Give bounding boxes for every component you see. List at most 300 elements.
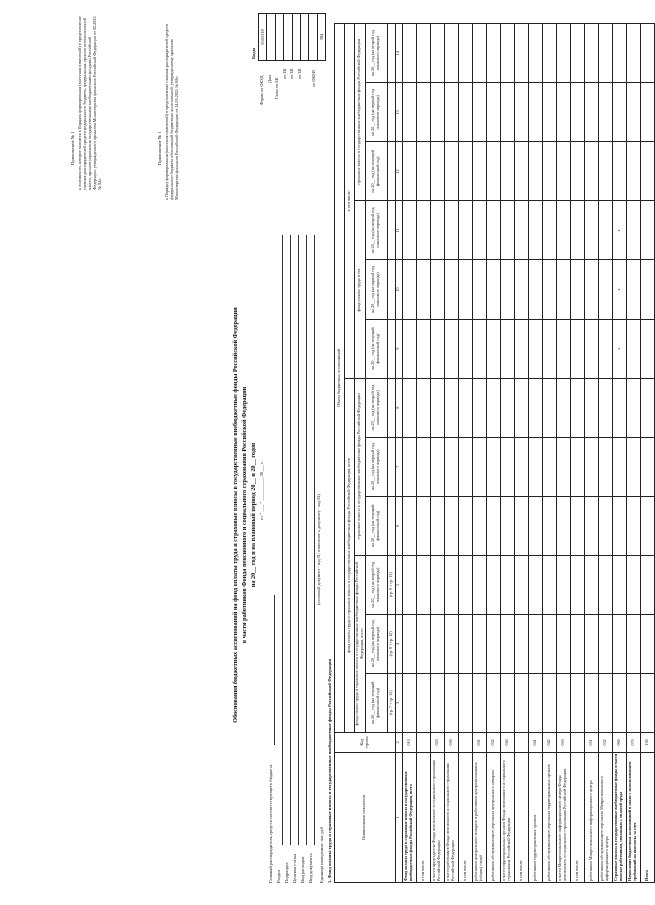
table-row [598, 24, 612, 883]
label-glava: Глава по БК [274, 77, 279, 99]
th-fond-total: фонд оплаты труда и страховые взносы в государственные внебюджетные фонды Российской Федерации, всего [345, 378, 355, 732]
label-bk1: по БК [282, 68, 287, 79]
row-value-cell[interactable] [584, 24, 598, 83]
row-value-cell[interactable] [570, 673, 584, 732]
row-value-cell[interactable] [570, 555, 584, 614]
row-value-cell[interactable] [472, 496, 486, 555]
row-value-cell[interactable] [458, 555, 472, 614]
row-value-cell[interactable] [626, 673, 640, 732]
th-p1: на 20__ год (на текущий финансовый год) [365, 673, 387, 732]
row-value-cell[interactable] [486, 319, 500, 378]
row-value-cell[interactable] [416, 260, 430, 319]
row-value-cell[interactable] [584, 201, 598, 260]
row-value-cell[interactable] [514, 555, 528, 614]
colnum: 10 [395, 260, 402, 319]
row-value-cell[interactable] [626, 555, 640, 614]
row-value-cell[interactable] [416, 614, 430, 673]
row-value-cell[interactable] [598, 378, 612, 437]
table-row [542, 24, 556, 883]
row-value-cell[interactable] [598, 496, 612, 555]
row-value-cell[interactable] [556, 673, 570, 732]
row-value-cell[interactable] [430, 614, 444, 673]
row-value-cell[interactable] [416, 437, 430, 496]
row-value-cell[interactable] [472, 260, 486, 319]
row-value-cell[interactable] [514, 319, 528, 378]
code-bk1 [284, 14, 292, 61]
row-value-cell[interactable] [472, 673, 486, 732]
row-value-cell[interactable] [472, 614, 486, 673]
row-value-cell[interactable] [486, 201, 500, 260]
row-value-cell[interactable] [570, 319, 584, 378]
row-value-cell[interactable] [528, 24, 542, 83]
th-f7 [387, 319, 395, 378]
row-value-cell[interactable] [472, 555, 486, 614]
label-okei: по ОКЕИ [311, 70, 316, 87]
th-f9 [387, 201, 395, 260]
row-value-cell[interactable] [486, 260, 500, 319]
label-date: Дата [267, 74, 272, 83]
row-value-cell[interactable] [486, 673, 500, 732]
row-value-cell[interactable] [542, 555, 556, 614]
row-value-cell[interactable] [402, 319, 416, 378]
row-value-cell[interactable] [430, 83, 444, 142]
row-value-cell[interactable] [500, 614, 514, 673]
row-value-cell[interactable] [458, 142, 472, 201]
row-value-cell[interactable] [416, 319, 430, 378]
field-glavny-rasporyaditel: Главный распорядитель средств соответствующего бюджета [268, 764, 273, 883]
colnum: 9 [395, 319, 402, 378]
row-value-cell[interactable] [626, 83, 640, 142]
row-value-cell[interactable] [500, 437, 514, 496]
row-value-cell[interactable] [556, 555, 570, 614]
row-value-cell[interactable] [500, 24, 514, 83]
row-value-cell[interactable] [640, 201, 654, 260]
th-fot-strah: фонд оплаты труда и страховые взносы в государственные внебюджетные фонды Российской Федерации, всего [355, 555, 366, 732]
row-value-cell[interactable] [458, 496, 472, 555]
row-value-cell[interactable] [500, 260, 514, 319]
th-strah-vznosy: страховые взносы в государственные внебюджетные фонды Российской Федерации [355, 378, 366, 555]
row-value-cell[interactable] [444, 496, 458, 555]
th-fot: фонд оплаты труда и тех. [355, 201, 366, 378]
row-value-cell[interactable] [640, 614, 654, 673]
row-value-cell[interactable] [444, 24, 458, 83]
row-value-cell[interactable] [542, 496, 556, 555]
th-p7: на 20__ год (на текущий финансовый год) [365, 319, 387, 378]
row-value-cell[interactable] [416, 555, 430, 614]
row-value-cell[interactable] [458, 201, 472, 260]
th-f8 [387, 260, 395, 319]
row-value-cell[interactable]: x [612, 319, 626, 378]
row-value-cell[interactable] [570, 142, 584, 201]
document-hint: (основной документ - код 01; изменение к документу - код 02) [316, 494, 321, 605]
row-value-cell[interactable] [402, 378, 416, 437]
row-value-cell[interactable] [444, 142, 458, 201]
th-p9: на 20__ год (на второй год планового периода) [365, 201, 387, 260]
row-value-cell[interactable] [542, 378, 556, 437]
row-value-cell[interactable] [514, 437, 528, 496]
row-value-cell[interactable] [528, 201, 542, 260]
row-value-cell[interactable] [612, 496, 626, 555]
row-value-cell[interactable] [584, 614, 598, 673]
row-value-cell[interactable] [458, 260, 472, 319]
th-code: Код строки [335, 732, 396, 752]
row-name: в части председателя Фонда пенсионного и социального страхования Российской Федерации [430, 752, 444, 882]
row-value-cell[interactable] [584, 437, 598, 496]
row-value-cell[interactable] [514, 673, 528, 732]
row-value-cell[interactable] [556, 83, 570, 142]
row-value-cell[interactable] [458, 83, 472, 142]
row-value-cell[interactable] [570, 378, 584, 437]
row-value-cell[interactable] [402, 614, 416, 673]
row-value-cell[interactable] [584, 319, 598, 378]
row-value-cell[interactable] [542, 142, 556, 201]
row-value-cell[interactable] [570, 437, 584, 496]
row-value-cell[interactable] [500, 378, 514, 437]
row-value-cell[interactable] [556, 319, 570, 378]
row-value-cell[interactable] [640, 437, 654, 496]
row-value-cell[interactable] [402, 260, 416, 319]
row-name: работников обслуживающего персонала Межрегионального информационного центра [598, 752, 612, 882]
row-value-cell[interactable] [528, 378, 542, 437]
row-value-cell[interactable] [626, 142, 640, 201]
row-value-cell[interactable] [472, 142, 486, 201]
underline-razdel [282, 235, 283, 845]
label-bk2: по БК [289, 68, 294, 79]
row-value-cell[interactable] [486, 378, 500, 437]
row-value-cell[interactable] [626, 24, 640, 83]
row-value-cell[interactable] [402, 142, 416, 201]
th-p8: на 20__ год (на первый год планового периода) [365, 260, 387, 319]
row-value-cell[interactable] [626, 260, 640, 319]
row-value-cell[interactable] [402, 673, 416, 732]
row-value-cell[interactable] [430, 555, 444, 614]
colnum: 2 [395, 732, 402, 752]
row-value-cell[interactable] [584, 378, 598, 437]
codes-header: Коды [251, 47, 256, 59]
row-value-cell[interactable] [598, 319, 612, 378]
column-numbers-row [395, 24, 402, 883]
row-value-cell[interactable] [514, 142, 528, 201]
row-value-cell[interactable] [500, 496, 514, 555]
row-value-cell[interactable] [416, 378, 430, 437]
row-value-cell[interactable] [430, 24, 444, 83]
row-value-cell[interactable] [402, 555, 416, 614]
colnum: 12 [395, 142, 402, 201]
row-value-cell[interactable] [402, 201, 416, 260]
row-value-cell[interactable] [444, 201, 458, 260]
row-value-cell[interactable] [402, 24, 416, 83]
row-value-cell[interactable] [514, 83, 528, 142]
row-value-cell[interactable] [556, 260, 570, 319]
row-value-cell[interactable] [528, 614, 542, 673]
label-bk3: по БК [297, 68, 302, 79]
row-value-cell[interactable] [430, 378, 444, 437]
row-value-cell[interactable] [416, 24, 430, 83]
row-value-cell[interactable] [556, 24, 570, 83]
th-obemy: Объем бюджетных ассигнований [335, 24, 345, 733]
row-value-cell[interactable] [640, 142, 654, 201]
row-value-cell[interactable] [444, 614, 458, 673]
row-value-cell[interactable] [416, 496, 430, 555]
row-value-cell[interactable] [416, 142, 430, 201]
row-code: 041 [528, 732, 542, 752]
row-value-cell[interactable] [612, 142, 626, 201]
row-code: 020 [430, 732, 444, 752]
row-value-cell[interactable] [542, 614, 556, 673]
row-value-cell[interactable] [458, 437, 472, 496]
table-row [444, 24, 458, 883]
row-name: работников обслуживающего персонала территориальных органов [542, 752, 556, 882]
row-value-cell[interactable] [584, 555, 598, 614]
row-value-cell[interactable] [542, 201, 556, 260]
row-name: Страховые взносы в государственные внебюджетные фонды в части выплат работникам, связанных с оплатой труда [612, 752, 626, 882]
row-value-cell[interactable] [612, 614, 626, 673]
row-value-cell[interactable] [458, 378, 472, 437]
row-value-cell[interactable] [416, 83, 430, 142]
row-name: работников территориальных органов [528, 752, 542, 882]
th-f6 [387, 378, 395, 437]
row-value-cell[interactable] [528, 319, 542, 378]
row-value-cell[interactable] [458, 319, 472, 378]
row-value-cell[interactable] [612, 673, 626, 732]
row-value-cell[interactable] [640, 319, 654, 378]
row-value-cell[interactable] [598, 260, 612, 319]
row-value-cell[interactable] [640, 673, 654, 732]
row-value-cell[interactable] [528, 83, 542, 142]
row-value-cell[interactable] [486, 496, 500, 555]
field-units: Единица измерения: тыс руб [319, 826, 324, 883]
row-name: в том числе: [458, 752, 472, 882]
row-value-cell[interactable] [612, 378, 626, 437]
th-f5 [387, 437, 395, 496]
row-value-cell[interactable] [626, 201, 640, 260]
row-value-cell[interactable] [486, 614, 500, 673]
row-value-cell[interactable] [542, 319, 556, 378]
row-value-cell[interactable] [612, 83, 626, 142]
colnum: 3 [395, 673, 402, 732]
row-value-cell[interactable] [528, 142, 542, 201]
row-value-cell[interactable] [514, 378, 528, 437]
colnum: 11 [395, 201, 402, 260]
row-value-cell[interactable] [584, 142, 598, 201]
row-value-cell[interactable] [500, 319, 514, 378]
row-code: 010 [402, 732, 416, 752]
row-value-cell[interactable] [444, 319, 458, 378]
row-value-cell[interactable] [486, 83, 500, 142]
row-value-cell[interactable] [472, 378, 486, 437]
doc-title-line2: в части работников Фонда пенсионного и социального страхования Российской Федерации [241, 386, 248, 644]
row-value-cell[interactable] [570, 201, 584, 260]
row-value-cell[interactable] [514, 614, 528, 673]
row-value-cell[interactable] [640, 260, 654, 319]
row-value-cell[interactable] [598, 614, 612, 673]
row-value-cell[interactable] [598, 437, 612, 496]
row-name: в части Межрегионального информационного центра Фонда пенсионного и социального страхования Российской Федерации [556, 752, 570, 882]
underline-vid [306, 235, 307, 845]
row-value-cell[interactable] [402, 496, 416, 555]
row-value-cell[interactable] [444, 437, 458, 496]
row-value-cell[interactable] [528, 673, 542, 732]
row-value-cell[interactable] [584, 673, 598, 732]
field-podrazdel: Подраздел [284, 862, 289, 883]
row-value-cell[interactable] [444, 673, 458, 732]
row-value-cell[interactable] [500, 142, 514, 201]
row-value-cell[interactable] [430, 437, 444, 496]
row-value-cell[interactable] [430, 673, 444, 732]
row-value-cell[interactable] [612, 555, 626, 614]
row-value-cell[interactable] [626, 378, 640, 437]
row-value-cell[interactable] [416, 201, 430, 260]
th-p5: на 20__ год (на первый год планового периода) [365, 437, 387, 496]
colnum: 6 [395, 496, 402, 555]
row-value-cell[interactable] [542, 83, 556, 142]
row-value-cell[interactable] [640, 378, 654, 437]
row-code: 070 [626, 732, 640, 752]
row-value-cell[interactable] [556, 614, 570, 673]
row-value-cell[interactable] [570, 24, 584, 83]
row-value-cell[interactable] [402, 437, 416, 496]
row-value-cell[interactable] [472, 437, 486, 496]
row-code [514, 732, 528, 752]
date-line: от " ___ " __________ 20___ г. [259, 461, 264, 520]
row-value-cell[interactable] [542, 24, 556, 83]
row-value-cell[interactable] [598, 201, 612, 260]
row-value-cell[interactable] [444, 260, 458, 319]
row-value-cell[interactable] [556, 201, 570, 260]
row-value-cell[interactable] [500, 83, 514, 142]
row-value-cell[interactable] [500, 673, 514, 732]
row-value-cell[interactable] [514, 496, 528, 555]
th-p12: на 20__ год (на второй год планового периода) [365, 24, 387, 83]
row-value-cell[interactable] [444, 378, 458, 437]
table-row [472, 24, 486, 883]
colnum: 8 [395, 378, 402, 437]
label-okud: Форма по ОКУД [259, 75, 264, 105]
row-value-cell[interactable] [430, 496, 444, 555]
row-code [458, 732, 472, 752]
row-value-cell[interactable] [556, 378, 570, 437]
row-value-cell[interactable] [542, 437, 556, 496]
row-value-cell[interactable] [542, 673, 556, 732]
row-value-cell[interactable] [430, 319, 444, 378]
th-name: Наименование показателя [335, 752, 396, 882]
row-value-cell[interactable] [570, 260, 584, 319]
row-value-cell[interactable] [598, 83, 612, 142]
row-value-cell[interactable] [458, 673, 472, 732]
row-value-cell[interactable] [584, 83, 598, 142]
row-name: в части территориальных органов Фонда пенсионного и социального страхования Российской Федерации [500, 752, 514, 882]
th-f2: (гр. 8 + гр. 12) [387, 614, 395, 673]
row-value-cell[interactable] [612, 24, 626, 83]
row-value-cell[interactable] [556, 142, 570, 201]
row-value-cell[interactable] [472, 24, 486, 83]
row-value-cell[interactable]: x [612, 201, 626, 260]
row-value-cell[interactable] [612, 437, 626, 496]
row-name: работников центрального аппарата и работников централизованных (общих) служб [472, 752, 486, 882]
row-value-cell[interactable] [640, 83, 654, 142]
row-value-cell[interactable] [514, 24, 528, 83]
row-value-cell[interactable] [584, 496, 598, 555]
colnum: 13 [395, 83, 402, 142]
table-row [500, 24, 514, 883]
row-value-cell[interactable] [416, 673, 430, 732]
row-value-cell[interactable] [598, 555, 612, 614]
row-value-cell[interactable] [528, 496, 542, 555]
row-value-cell[interactable] [640, 496, 654, 555]
row-value-cell[interactable] [514, 201, 528, 260]
table-row [640, 24, 654, 883]
row-value-cell[interactable] [598, 142, 612, 201]
row-value-cell[interactable] [570, 614, 584, 673]
row-name: в том числе: [416, 752, 430, 882]
th-f3: (гр. 9 + гр. 13) [387, 555, 395, 614]
colnum: 1 [395, 752, 402, 882]
row-value-cell[interactable] [444, 555, 458, 614]
row-value-cell[interactable] [528, 555, 542, 614]
row-value-cell[interactable] [472, 319, 486, 378]
th-f12 [387, 24, 395, 83]
row-value-cell[interactable] [570, 496, 584, 555]
row-value-cell[interactable] [626, 319, 640, 378]
row-value-cell[interactable] [584, 260, 598, 319]
row-value-cell[interactable] [528, 260, 542, 319]
th-v-tom-chisle: в том числе: [345, 24, 355, 379]
row-value-cell[interactable] [486, 555, 500, 614]
appendix-title: Приложение № 1 [70, 131, 75, 165]
row-value-cell[interactable] [626, 614, 640, 673]
row-value-cell[interactable] [598, 673, 612, 732]
row-value-cell[interactable] [556, 496, 570, 555]
row-value-cell[interactable] [472, 83, 486, 142]
row-value-cell[interactable] [626, 437, 640, 496]
th-p6: на 20__ год (на второй год планового периода) [365, 378, 387, 437]
row-value-cell[interactable] [458, 614, 472, 673]
field-tselevaya-statya: Целевая статья [292, 853, 297, 883]
row-value-cell[interactable] [430, 201, 444, 260]
row-value-cell[interactable] [486, 24, 500, 83]
row-value-cell[interactable] [500, 555, 514, 614]
table-row [626, 24, 640, 883]
row-value-cell[interactable] [486, 437, 500, 496]
row-value-cell[interactable] [626, 496, 640, 555]
row-value-cell[interactable] [486, 142, 500, 201]
row-value-cell[interactable]: x [612, 260, 626, 319]
row-value-cell[interactable] [500, 201, 514, 260]
row-value-cell[interactable] [514, 260, 528, 319]
field-vid-rashodov: Вид расходов [300, 856, 305, 883]
row-value-cell[interactable] [458, 24, 472, 83]
code-glava [275, 14, 283, 61]
row-value-cell[interactable] [640, 555, 654, 614]
row-value-cell[interactable] [444, 83, 458, 142]
row-value-cell[interactable] [402, 83, 416, 142]
row-value-cell[interactable] [598, 24, 612, 83]
th-f1: (гр. 7 + гр. 11) [387, 673, 395, 732]
row-value-cell[interactable] [556, 437, 570, 496]
row-value-cell[interactable] [430, 260, 444, 319]
row-code: 051 [584, 732, 598, 752]
row-name: Фонд оплаты труда и страховые взносы в государственные внебюджетные фонды Российской Федерации, всего [402, 752, 416, 882]
row-value-cell[interactable] [640, 24, 654, 83]
table-row [486, 24, 500, 883]
underline-dokument [314, 235, 315, 845]
row-value-cell[interactable] [542, 260, 556, 319]
row-value-cell[interactable] [528, 437, 542, 496]
row-value-cell[interactable] [570, 83, 584, 142]
th-p4: на 20__ год (на текущий финансовый год) [365, 496, 387, 555]
row-value-cell[interactable] [430, 142, 444, 201]
row-value-cell[interactable] [472, 201, 486, 260]
